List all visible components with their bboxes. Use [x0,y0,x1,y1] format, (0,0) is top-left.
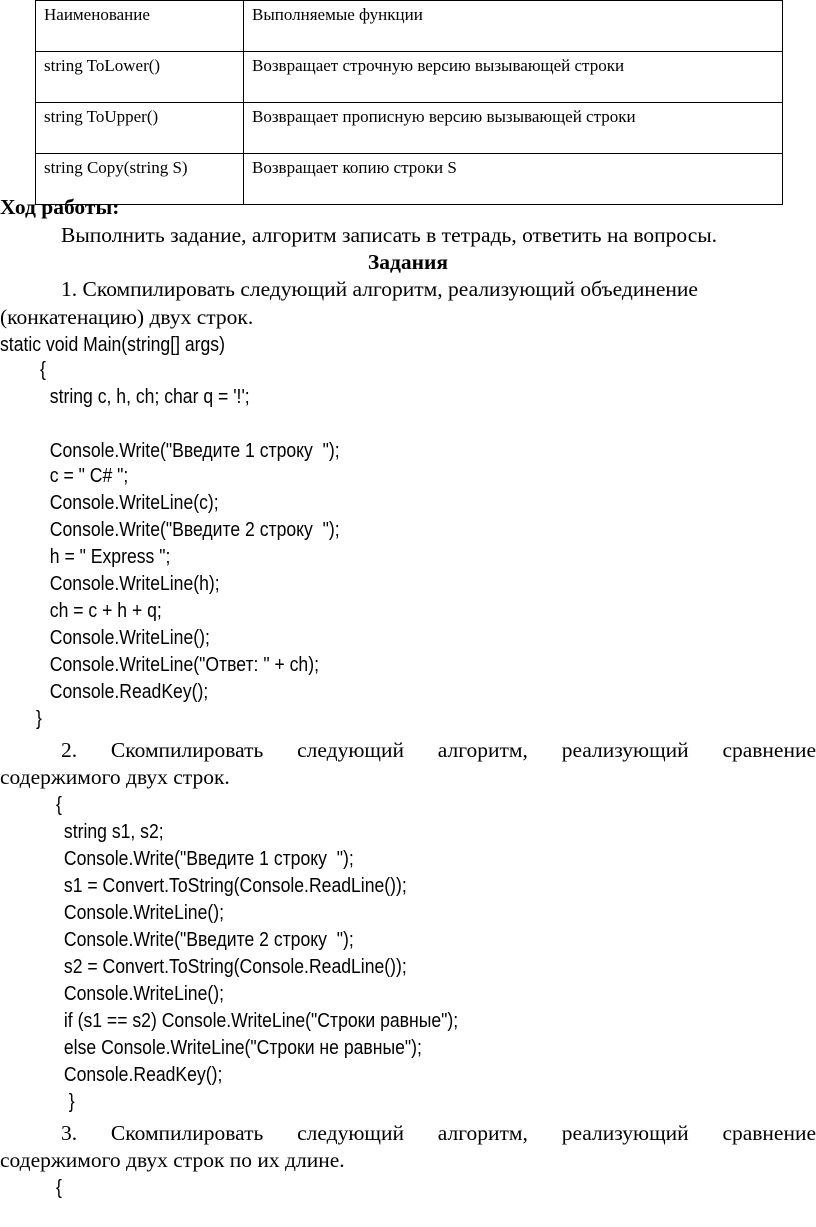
task2-code-line: Console.ReadKey(); [59,1064,223,1086]
task2-code-line: } [59,1091,75,1113]
task2-code-line: s2 = Convert.ToString(Console.ReadLine()); [59,956,407,978]
table-cell: Возвращает копию строки S [244,154,783,205]
intro-text: Выполнить задание, алгоритм записать в тетрадь, ответить на вопросы. [61,223,718,247]
word: Скомпилировать [110,1121,264,1145]
task2-code-line: string s1, s2; [59,821,164,843]
table-cell: Возвращает строчную версию вызывающей строки [244,52,783,103]
table-row [36,103,783,154]
task1-code-line: Console.WriteLine(); [40,627,210,649]
word: алгоритм, [437,1121,528,1145]
word: сравнение [722,1121,816,1145]
task3-text-line2: содержимого двух строк по их длине. [0,1148,345,1172]
task3-code-line: { [56,1177,62,1199]
task1-signature: static void Main(string[] args) [0,334,225,356]
task2-code-line: else Console.WriteLine("Строки не равные"); [59,1037,422,1059]
task1-text-line2: (конкатенацию) двух строк. [0,305,254,329]
task1-code-line: Console.WriteLine("Ответ: " + ch); [40,654,319,676]
task2-code-line: s1 = Convert.ToString(Console.ReadLine()); [59,875,407,897]
task3-text-line1 [0,1120,816,1147]
table-row [36,154,783,205]
task2-code-line: Console.Write("Введите 1 строку "); [59,848,354,870]
word: Скомпилировать [110,738,264,762]
task1-code-line: Console.Write("Введите 2 строку "); [40,519,340,541]
task2-code-line: if (s1 == s2) Console.WriteLine("Строки равные"); [59,1010,459,1032]
tasks-title: Задания [367,250,449,274]
task2-code-line: Console.Write("Введите 2 строку "); [59,929,354,951]
task1-code-line: } [36,708,42,730]
word: 3. [61,1121,78,1145]
word: следующий [297,738,404,762]
word: реализующий [561,738,689,762]
task1-code-line: Console.ReadKey(); [40,681,209,703]
word: алгоритм, [437,738,528,762]
task2-code-line: Console.WriteLine(); [59,902,224,924]
word: сравнение [722,738,816,762]
task1-code-line: c = " C# "; [40,465,129,487]
functions-table [35,0,783,205]
table-cell: string ToLower() [36,52,244,103]
table-header-cell: Наименование [36,1,244,52]
table-row [36,52,783,103]
task1-code-line: Console.Write("Введите 1 строку "); [40,440,340,462]
task1-code-line: ch = c + h + q; [40,600,162,622]
table-cell: string Copy(string S) [36,154,244,205]
word: реализующий [561,1121,689,1145]
task2-text-line1 [0,737,816,764]
task2-code-line: { [56,794,62,816]
task1-code-line: Console.WriteLine(h); [40,573,220,595]
task1-code-line: Console.WriteLine(c); [40,492,219,514]
table-cell: string ToUpper() [36,103,244,154]
task2-text-line2: содержимого двух строк. [0,765,230,789]
table-header-row [36,1,783,52]
section-title: Ход работы: [0,195,120,219]
task2-code-line: Console.WriteLine(); [59,983,224,1005]
word: 2. [61,738,78,762]
task1-code-line: h = " Express "; [40,546,171,568]
task1-code-line: { [40,359,46,381]
word: следующий [297,1121,404,1145]
table-header-cell: Выполняемые функции [244,1,783,52]
table-cell: Возвращает прописную версию вызывающей строки [244,103,783,154]
task1-text-line1: 1. Скомпилировать следующий алгоритм, реализующий объединение [61,277,698,301]
task1-code-line: string c, h, ch; char q = '!'; [40,386,250,408]
